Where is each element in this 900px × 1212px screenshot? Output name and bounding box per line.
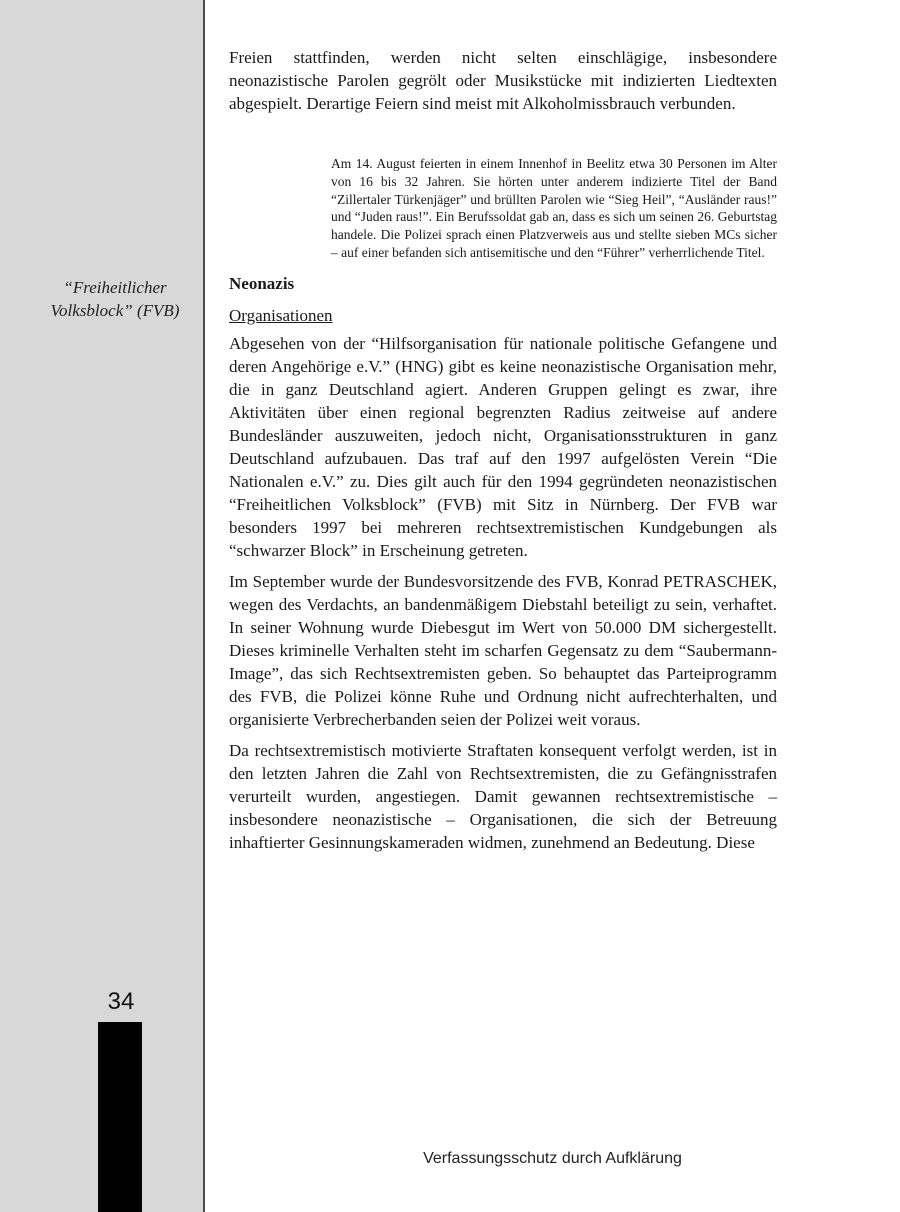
left-margin-column: [0, 0, 205, 1212]
page-footer: Verfassungsschutz durch Aufklärung: [423, 1150, 682, 1167]
page-number: 34: [107, 988, 135, 1015]
subsection-heading: Organisationen: [229, 305, 333, 325]
section-heading: Neonazis: [229, 273, 295, 293]
example-quote-box: Am 14. August feierten in einem Innenhof in Beelitz etwa 30 Personen im Alter von 16 bis 32 Jahren. Sie hörten unter anderem indizierte Titel der Band “Zillertaler Türkenjäger” und brüllten Parolen wie “Sieg Heil”, “Ausländer raus!” und “Juden raus!”. Ein Berufssoldat gab an, dass es sich um seinen 26. Geburtstag handele. Die Polizei sprach einen Platzverweis aus und stellte sieben MCs sicher – auf einer befanden sich antisemitische und den “Führer” verherrlichende Titel.: [331, 156, 777, 260]
paragraph-fvb-arrest: Im September wurde der Bundesvorsitzende des FVB, Konrad PETRASCHEK, wegen des Verdachts, an bandenmäßigem Diebstahl beteiligt zu sein, verhaftet. In seiner Wohnung wurde Diebesgut im Wert von 50.000 DM sichergestellt. Dieses kriminelle Verhalten steht im scharfen Gegensatz zu dem “Saubermann-Image”, das sich Rechtsextremisten geben. So behauptet das Parteiprogramm des FVB, die Polizei könne Ruhe und Ordnung nicht aufrechterhalten, und organisierte Verbrecherbanden seien der Polizei weit voraus.: [229, 571, 777, 729]
page-marker-bar: [98, 1022, 142, 1212]
paragraph-organisations: Abgesehen von der “Hilfsorganisation für nationale politische Gefangene und deren Angehörige e.V.” (HNG) gibt es keine neonazistische Organisation mehr, die in ganz Deutschland agiert. Anderen Gruppen gelingt es zwar, ihre Aktivitäten über einen regional begrenzten Radius zeitweise auf andere Bundesländer auszuweiten, jedoch nicht, Organisationsstrukturen in ganz Deutschland aufzubauen. Das traf auf den 1997 aufgelösten Verein “Die Nationalen e.V.” zu. Dies gilt auch für den 1994 gegründeten neonazistischen “Freiheitlichen Volksblock” (FVB) mit Sitz in Nürnberg. Der FVB war besonders 1997 bei mehreren rechtsextremistischen Kundgebungen als “schwarzer Block” in Erscheinung getreten.: [229, 333, 777, 560]
paragraph-intro: Freien stattfinden, werden nicht selten einschlägige, insbesondere neonazistische Parolen gegrölt oder Musikstücke mit indizierten Liedtexten abgespielt. Derartige Feiern sind meist mit Alkoholmissbrauch verbunden.: [229, 48, 777, 113]
paragraph-prisoners: Da rechtsextremistisch motivierte Straftaten konsequent verfolgt werden, ist in den letzten Jahren die Zahl von Rechtsextremisten, die zu Gefängnisstrafen verurteilt wurden, angestiegen. Damit gewannen rechtsextremistische – insbesondere neonazistische – Organisationen, die sich der Betreuung inhaftierter Gesinnungskameraden widmen, zunehmend an Bedeutung. Diese: [229, 740, 777, 852]
main-text-column: [229, 46, 777, 862]
margin-note: “Freiheitlicher Volksblock” (FVB): [50, 278, 180, 320]
